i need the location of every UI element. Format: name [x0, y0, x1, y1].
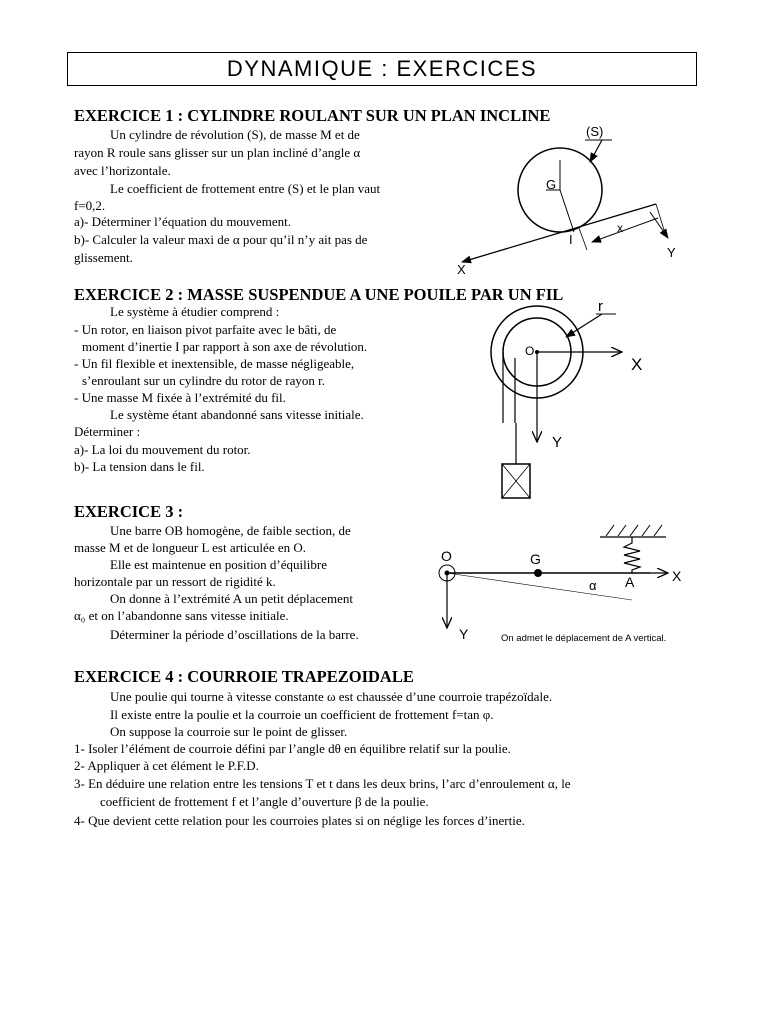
exercise-1-line: f=0,2.: [74, 198, 106, 213]
figure-label-o: O: [441, 548, 452, 564]
exercise-4-line: 3- En déduire une relation entre les tensions T et t dans les deux brins, l’arc d’enroulement α, le: [74, 776, 571, 791]
page-title: DYNAMIQUE : EXERCICES: [226, 56, 538, 81]
exercise-3-line: On donne à l’extrémité A un petit déplacement: [110, 591, 353, 606]
figure-label-y: Y: [552, 434, 563, 451]
exercise-2-line: s’enroulant sur un cylindre du rotor de rayon r.: [82, 373, 325, 388]
center-of-mass: [534, 569, 542, 577]
exercise-2-line: Le système à étudier comprend :: [110, 304, 280, 319]
exercise-2-line: b)- La tension dans le fil.: [74, 459, 205, 474]
exercise-2-line: - Une masse M fixée à l’extrémité du fil.: [74, 390, 286, 405]
figure-label-x: X: [631, 355, 643, 374]
spring: [624, 537, 640, 573]
exercise-4-line: coefficient de frottement f et l’angle d’ouverture β de la poulie.: [100, 794, 429, 809]
figure-label-i: I: [569, 232, 573, 247]
figure-label-y: Y: [667, 245, 676, 260]
exercise-4-heading: EXERCICE 4 : COURROIE TRAPEZOIDALE: [74, 667, 414, 686]
figure-label-x: x: [617, 221, 623, 235]
exercise-3-line: horizontale par un ressort de rigidité k.: [74, 574, 276, 589]
figure-label-g: G: [546, 177, 557, 192]
exercise-2-line: - Un fil flexible et inextensible, de masse négligeable,: [74, 356, 355, 371]
figure-label-r: r: [598, 298, 603, 315]
exercise-3-line: Déterminer la période d’oscillations de la barre.: [110, 627, 359, 642]
exercise-1-line: a)- Déterminer l’équation du mouvement.: [74, 214, 291, 229]
exercise-2-line: Déterminer :: [74, 424, 141, 439]
exercise-4-line: 4- Que devient cette relation pour les courroies plates si on néglige les forces d’inertie.: [74, 813, 525, 828]
figure-label-o: O: [525, 344, 535, 358]
exercise-2-line: moment d’inertie I par rapport à son axe de révolution.: [82, 339, 368, 354]
figure-note: On admet le déplacement de A vertical.: [501, 633, 667, 644]
exercise-3-heading: EXERCICE 3 :: [74, 502, 184, 521]
exercise-2-line: Le système étant abandonné sans vitesse initiale.: [110, 407, 364, 422]
exercise-4-line: 2- Appliquer à cet élément le P.F.D.: [74, 758, 259, 773]
figure-label-x: X: [672, 568, 682, 584]
figure-label-g: G: [530, 551, 541, 567]
exercise-1-line: Le coefficient de frottement entre (S) et le plan vaut: [110, 181, 381, 196]
exercise-4-line: Il existe entre la poulie et la courroie un coefficient de frottement f=tan φ.: [110, 707, 494, 722]
exercise-3-line: α₀ et on l’abandonne sans vitesse initiale.: [74, 608, 289, 623]
exercise-3-line: Elle est maintenue en position d’équilibre: [110, 557, 327, 572]
exercise-2-line: a)- La loi du mouvement du rotor.: [74, 442, 251, 457]
exercise-1-line: avec l’horizontale.: [74, 163, 171, 178]
exercise-4-line: On suppose la courroie sur le point de glisser.: [110, 724, 348, 739]
figure-label-y: Y: [459, 626, 469, 642]
figure-label-s: (S): [586, 124, 604, 139]
exercise-1-line: b)- Calculer la valeur maxi de α pour qu’il n’y ait pas de: [74, 232, 368, 247]
exercise-3-line: masse M et de longueur L est articulée en O.: [74, 540, 306, 555]
exercise-3-line: Une barre OB homogène, de faible section, de: [110, 523, 351, 538]
figure-label-x-axis: X: [457, 262, 466, 277]
exercise-1-line: rayon R roule sans glisser sur un plan incliné d’angle α: [74, 145, 361, 160]
figure-label-alpha: α: [589, 578, 597, 593]
figure-label-a: A: [625, 574, 635, 590]
exercise-1-heading: EXERCICE 1 : CYLINDRE ROULANT SUR UN PLAN INCLINE: [74, 106, 551, 125]
exercise-4-line: 1- Isoler l’élément de courroie défini par l’angle dθ en équilibre relatif sur la poulie.: [74, 741, 511, 756]
exercise-1-line: glissement.: [74, 250, 133, 265]
exercise-2-heading: EXERCICE 2 : MASSE SUSPENDUE A UNE POUILE PAR UN FIL: [74, 285, 564, 304]
exercise-1-line: Un cylindre de révolution (S), de masse M et de: [110, 127, 360, 142]
exercise-2-line: - Un rotor, en liaison pivot parfaite avec le bâti, de: [74, 322, 337, 337]
exercise-4-line: Une poulie qui tourne à vitesse constante ω est chaussée d’une courroie trapézoïdale.: [110, 689, 553, 704]
